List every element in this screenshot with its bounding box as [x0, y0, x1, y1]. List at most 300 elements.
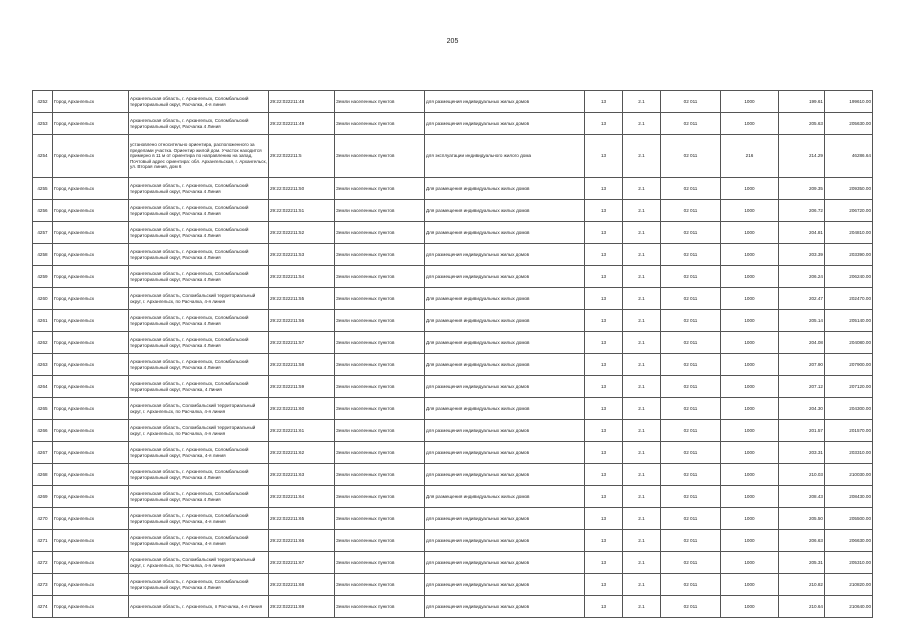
cell-value: 210030.00: [825, 464, 873, 486]
cell-value: 205500.00: [825, 508, 873, 530]
cell-c3: 1000: [721, 310, 779, 332]
cell-c2: 2.1: [623, 464, 661, 486]
cell-address: Архангельская область, г. Архангельск, п Расчалка, 4-я Линия: [129, 596, 269, 618]
cell-rate: 209.35: [779, 178, 825, 200]
cell-c2: 2.1: [623, 113, 661, 135]
cell-rate: 202.47: [779, 288, 825, 310]
table-row: [33, 266, 873, 288]
cell-c3: 1000: [721, 376, 779, 398]
cell-code: 02 011: [661, 486, 721, 508]
cell-address: Архангельская область, г. Архангельск, Соломбальский территориальный округ, Расчалка 4 Линия: [129, 178, 269, 200]
cell-category: Земли населенных пунктов: [335, 574, 425, 596]
cell-address: Архангельская область, г. Архангельск, Соломбальский территориальный округ, Расчалка 4 Линия: [129, 486, 269, 508]
cell-c3: 1000: [721, 530, 779, 552]
cell-c2: 2.1: [623, 530, 661, 552]
table-row: [33, 332, 873, 354]
cell-num: 4268: [33, 464, 53, 486]
cell-municipality: Город Архангельск: [53, 574, 129, 596]
cell-value: 210640.00: [825, 596, 873, 618]
cell-municipality: Город Архангельск: [53, 266, 129, 288]
cell-c3: 1000: [721, 266, 779, 288]
cell-address: Архангельская область, Соломбальский территориальный округ, г. Архангельск, по Расчалка, 4-я линия: [129, 420, 269, 442]
table-row: [33, 222, 873, 244]
cell-code: 02 011: [661, 222, 721, 244]
cell-c1: 13: [585, 398, 623, 420]
cell-value: 46286.64: [825, 135, 873, 178]
cell-code: 02 011: [661, 420, 721, 442]
cell-num: 4259: [33, 266, 53, 288]
cell-c1: 13: [585, 91, 623, 113]
cell-municipality: Город Архангельск: [53, 310, 129, 332]
cell-code: 02 011: [661, 442, 721, 464]
cell-address: Архангельская область, г. Архангельск, Соломбальский территориальный округ, Расчалка 4 Линия: [129, 464, 269, 486]
cell-c2: 2.1: [623, 200, 661, 222]
cell-c1: 13: [585, 222, 623, 244]
cell-category: Земли населенных пунктов: [335, 442, 425, 464]
cell-use: Для размещения индивидуальных жилых домов: [425, 288, 585, 310]
cell-c1: 13: [585, 464, 623, 486]
table-row: [33, 135, 873, 178]
cell-cadastral: 29:22:022211:50: [269, 178, 335, 200]
table-row: [33, 420, 873, 442]
cell-use: для размещения индивидуальных жилых домов: [425, 91, 585, 113]
cell-c1: 13: [585, 244, 623, 266]
cell-num: 4255: [33, 178, 53, 200]
cell-category: Земли населенных пунктов: [335, 354, 425, 376]
cell-value: 210820.00: [825, 574, 873, 596]
cell-category: Земли населенных пунктов: [335, 420, 425, 442]
cell-num: 4265: [33, 398, 53, 420]
cell-category: Земли населенных пунктов: [335, 486, 425, 508]
cell-address: Архангельская область, Соломбальский территориальный округ, г. Архангельск, по Расчалка, 4-я линия: [129, 398, 269, 420]
cell-cadastral: 29:22:022211:58: [269, 354, 335, 376]
cell-num: 4261: [33, 310, 53, 332]
cell-num: 4264: [33, 376, 53, 398]
cell-value: 201570.00: [825, 420, 873, 442]
cell-category: Земли населенных пунктов: [335, 332, 425, 354]
table-row: [33, 398, 873, 420]
table-row: [33, 508, 873, 530]
cell-c2: 2.1: [623, 354, 661, 376]
cell-address: Архангельская область, г. Архангельск, Соломбальский территориальный округ, Расчалка 4 Линия: [129, 332, 269, 354]
cell-cadastral: 29:22:022211:65: [269, 508, 335, 530]
cell-municipality: Город Архангельск: [53, 244, 129, 266]
cell-c3: 1000: [721, 200, 779, 222]
cell-municipality: Город Архангельск: [53, 530, 129, 552]
table-row: [33, 178, 873, 200]
cell-value: 208430.00: [825, 486, 873, 508]
table-row: [33, 574, 873, 596]
cell-code: 02 011: [661, 332, 721, 354]
cell-c1: 13: [585, 486, 623, 508]
cell-c1: 13: [585, 442, 623, 464]
cell-c2: 2.1: [623, 596, 661, 618]
cell-use: для размещения индивидуальных жилых домов: [425, 266, 585, 288]
cell-rate: 201.57: [779, 420, 825, 442]
cell-c2: 2.1: [623, 310, 661, 332]
cell-rate: 203.31: [779, 442, 825, 464]
cell-c1: 13: [585, 113, 623, 135]
cell-category: Земли населенных пунктов: [335, 596, 425, 618]
cell-num: 4256: [33, 200, 53, 222]
cell-code: 02 011: [661, 135, 721, 178]
cell-municipality: Город Архангельск: [53, 464, 129, 486]
cell-category: Земли населенных пунктов: [335, 376, 425, 398]
cell-cadastral: 29:22:022211:62: [269, 442, 335, 464]
cell-rate: 214.29: [779, 135, 825, 178]
table-row: [33, 91, 873, 113]
cell-cadastral: 29:22:022211:64: [269, 486, 335, 508]
cell-c3: 1000: [721, 332, 779, 354]
cell-code: 02 011: [661, 266, 721, 288]
cell-num: 4252: [33, 91, 53, 113]
cell-c1: 13: [585, 420, 623, 442]
cell-rate: 210.03: [779, 464, 825, 486]
cell-use: для размещения индивидуальных жилых домов: [425, 244, 585, 266]
cell-rate: 206.63: [779, 530, 825, 552]
cell-c3: 1000: [721, 113, 779, 135]
cell-category: Земли населенных пунктов: [335, 91, 425, 113]
cell-municipality: Город Архангельск: [53, 91, 129, 113]
cell-rate: 210.82: [779, 574, 825, 596]
cell-category: Земли населенных пунктов: [335, 508, 425, 530]
cell-c2: 2.1: [623, 574, 661, 596]
cell-code: 02 011: [661, 178, 721, 200]
cell-address: Архангельская область, г. Архангельск, Соломбальский территориальный округ, Расчалка, 4-я линия: [129, 508, 269, 530]
cell-num: 4270: [33, 508, 53, 530]
cell-address: Архангельская область, Соломбальский территориальный округ, г. Архангельск, по Расчалка, 4-я линия: [129, 288, 269, 310]
cell-c2: 2.1: [623, 376, 661, 398]
cell-cadastral: 29:22:022211:54: [269, 266, 335, 288]
cell-c1: 13: [585, 574, 623, 596]
cell-municipality: Город Архангельск: [53, 222, 129, 244]
cell-num: 4257: [33, 222, 53, 244]
cell-category: Земли населенных пунктов: [335, 178, 425, 200]
cell-cadastral: 29:22:022211:51: [269, 200, 335, 222]
cell-use: для размещения индивидуальных жилых домов: [425, 530, 585, 552]
cell-c1: 13: [585, 596, 623, 618]
cell-c1: 13: [585, 288, 623, 310]
table-row: [33, 596, 873, 618]
cell-code: 02 011: [661, 530, 721, 552]
cell-address: Архангельская область, г. Архангельск, Соломбальский территориальный округ, Расчалка 4 Линия: [129, 354, 269, 376]
cell-address: Архангельская область, г. Архангельск, Соломбальский территориальный округ, Расчалка 4 Линия: [129, 310, 269, 332]
cell-cadastral: 29:22:022211:53: [269, 244, 335, 266]
cell-category: Земли населенных пунктов: [335, 398, 425, 420]
table-row: [33, 376, 873, 398]
cell-num: 4271: [33, 530, 53, 552]
cell-address: Архангельская область, г. Архангельск, Соломбальский территориальный округ, Расчалка 4 Линия: [129, 266, 269, 288]
cell-use: для размещения индивидуальных жилых домов: [425, 464, 585, 486]
cell-c2: 2.1: [623, 135, 661, 178]
cell-num: 4273: [33, 574, 53, 596]
cell-use: для размещения индивидуальных жилых домов: [425, 376, 585, 398]
cell-category: Земли населенных пунктов: [335, 222, 425, 244]
cell-c3: 1000: [721, 420, 779, 442]
cell-num: 4254: [33, 135, 53, 178]
cell-cadastral: 29:22:022211:63: [269, 464, 335, 486]
cell-c3: 1000: [721, 244, 779, 266]
cell-cadastral: 29:22:022211:68: [269, 574, 335, 596]
cell-address: Архангельская область, г. Архангельск, Соломбальский территориальный округ, Расчалка 4 Линия: [129, 113, 269, 135]
cell-value: 204080.00: [825, 332, 873, 354]
cell-code: 02 011: [661, 508, 721, 530]
cell-c1: 13: [585, 178, 623, 200]
cell-rate: 205.63: [779, 113, 825, 135]
cell-num: 4253: [33, 113, 53, 135]
cell-address: Архангельская область, Соломбальский территориальный округ, г. Архангельск, по Расчалка, 4-я линия: [129, 552, 269, 574]
cell-municipality: Город Архангельск: [53, 596, 129, 618]
table-row: [33, 200, 873, 222]
cell-rate: 204.30: [779, 398, 825, 420]
cell-category: Земли населенных пунктов: [335, 552, 425, 574]
land-registry-table: [32, 90, 873, 618]
cell-c2: 2.1: [623, 244, 661, 266]
cell-municipality: Город Архангельск: [53, 442, 129, 464]
cell-use: для размещения индивидуальных жилых домов: [425, 552, 585, 574]
cell-c2: 2.1: [623, 398, 661, 420]
cell-c1: 13: [585, 552, 623, 574]
cell-c3: 1000: [721, 486, 779, 508]
cell-c1: 13: [585, 135, 623, 178]
cell-municipality: Город Архангельск: [53, 178, 129, 200]
cell-category: Земли населенных пунктов: [335, 113, 425, 135]
cell-municipality: Город Архангельск: [53, 200, 129, 222]
cell-address: Архангельская область, г. Архангельск, Соломбальский территориальный округ, Расчалка 4 Линия: [129, 244, 269, 266]
cell-cadastral: 29:22:022211:49: [269, 113, 335, 135]
cell-municipality: Город Архангельск: [53, 486, 129, 508]
table-row: [33, 552, 873, 574]
cell-c3: 1000: [721, 552, 779, 574]
cell-address: Архангельская область, г. Архангельск, Соломбальский территориальный округ, Расчалка 4 Линия: [129, 222, 269, 244]
cell-code: 02 011: [661, 376, 721, 398]
cell-municipality: Город Архангельск: [53, 398, 129, 420]
cell-c1: 13: [585, 332, 623, 354]
cell-c3: 1000: [721, 508, 779, 530]
cell-rate: 204.81: [779, 222, 825, 244]
cell-cadastral: 29:22:022211:66: [269, 530, 335, 552]
cell-value: 206630.00: [825, 530, 873, 552]
cell-municipality: Город Архангельск: [53, 552, 129, 574]
cell-municipality: Город Архангельск: [53, 288, 129, 310]
cell-c3: 1000: [721, 442, 779, 464]
cell-c2: 2.1: [623, 552, 661, 574]
cell-code: 02 011: [661, 464, 721, 486]
cell-cadastral: 29:22:022211:57: [269, 332, 335, 354]
cell-municipality: Город Архангельск: [53, 508, 129, 530]
cell-c3: 1000: [721, 178, 779, 200]
cell-num: 4262: [33, 332, 53, 354]
cell-municipality: Город Архангельск: [53, 376, 129, 398]
cell-c1: 13: [585, 508, 623, 530]
cell-use: Для размещения индивидуальных жилых домов: [425, 178, 585, 200]
cell-value: 199610.00: [825, 91, 873, 113]
cell-value: 204810.00: [825, 222, 873, 244]
cell-municipality: Город Архангельск: [53, 420, 129, 442]
cell-value: 209350.00: [825, 178, 873, 200]
cell-cadastral: 29:22:022211:69: [269, 596, 335, 618]
cell-cadastral: 29:22:022211:60: [269, 398, 335, 420]
cell-c1: 13: [585, 376, 623, 398]
cell-use: для размещения индивидуальных жилых домов: [425, 113, 585, 135]
cell-use: Для размещения индивидуальных жилых домов: [425, 398, 585, 420]
cell-c2: 2.1: [623, 420, 661, 442]
cell-rate: 199.61: [779, 91, 825, 113]
cell-code: 02 011: [661, 552, 721, 574]
cell-c3: 1000: [721, 398, 779, 420]
cell-cadastral: 29:22:022211:55: [269, 288, 335, 310]
cell-num: 4260: [33, 288, 53, 310]
cell-c2: 2.1: [623, 486, 661, 508]
cell-rate: 203.39: [779, 244, 825, 266]
cell-code: 02 011: [661, 398, 721, 420]
cell-category: Земли населенных пунктов: [335, 266, 425, 288]
table-row: [33, 530, 873, 552]
cell-use: Для размещения индивидуальных жилых домов: [425, 354, 585, 376]
cell-municipality: Город Архангельск: [53, 113, 129, 135]
cell-num: 4274: [33, 596, 53, 618]
cell-c2: 2.1: [623, 266, 661, 288]
cell-category: Земли населенных пунктов: [335, 530, 425, 552]
cell-code: 02 011: [661, 113, 721, 135]
cell-num: 4269: [33, 486, 53, 508]
cell-rate: 206.24: [779, 266, 825, 288]
cell-c1: 13: [585, 354, 623, 376]
cell-rate: 206.72: [779, 200, 825, 222]
cell-use: для размещения индивидуальных жилых домов: [425, 442, 585, 464]
table-row: [33, 113, 873, 135]
cell-code: 02 011: [661, 244, 721, 266]
cell-rate: 205.31: [779, 552, 825, 574]
cell-address: Архангельская область, г. Архангельск, Соломбальский территориальный округ, Расчалка 4 Линия: [129, 574, 269, 596]
cell-c1: 13: [585, 266, 623, 288]
cell-address: Архангельская область, г. Архангельск, Соломбальский территориальный округ, Расчалка, 4 Линия: [129, 376, 269, 398]
cell-rate: 208.43: [779, 486, 825, 508]
cell-category: Земли населенных пунктов: [335, 464, 425, 486]
cell-rate: 207.12: [779, 376, 825, 398]
table-row: [33, 288, 873, 310]
cell-c1: 13: [585, 530, 623, 552]
cell-c2: 2.1: [623, 288, 661, 310]
cell-use: для эксплуатации индивидуального жилого дома: [425, 135, 585, 178]
cell-cadastral: 29:22:022211:56: [269, 310, 335, 332]
cell-cadastral: 29:22:022211:5: [269, 135, 335, 178]
cell-c3: 1000: [721, 574, 779, 596]
cell-municipality: Город Архангельск: [53, 354, 129, 376]
cell-c3: 1000: [721, 222, 779, 244]
page-number: 205: [446, 38, 459, 45]
cell-address: установлено относительно ориентира, расположенного за пределами участка. Ориентир жилой дом. Участок находится примерно в 11 м от ориентира по направлению на запад. Почтовый адрес ориентира: обл. Архангельская, г. Архангельск, ул. Вторая линия, дом 6: [129, 135, 269, 178]
cell-use: для размещения индивидуальных жилых домов: [425, 574, 585, 596]
cell-address: Архангельская область, г. Архангельск, Соломбальский территориальный округ, Расчалка, 4-я линия: [129, 442, 269, 464]
table-row: [33, 310, 873, 332]
cell-cadastral: 29:22:022211:52: [269, 222, 335, 244]
cell-address: Архангельская область, г. Архангельск, Соломбальский территориальный округ, Расчалка 4 Линия: [129, 200, 269, 222]
cell-rate: 205.14: [779, 310, 825, 332]
cell-use: Для размещения индивидуальных жилых домов: [425, 222, 585, 244]
cell-num: 4263: [33, 354, 53, 376]
cell-category: Земли населенных пунктов: [335, 200, 425, 222]
cell-num: 4272: [33, 552, 53, 574]
cell-address: Архангельская область, г. Архангельск, Соломбальский территориальный округ, Расчалка, 4-я линия: [129, 530, 269, 552]
cell-c2: 2.1: [623, 442, 661, 464]
table-row: [33, 486, 873, 508]
cell-c2: 2.1: [623, 222, 661, 244]
cell-cadastral: 29:22:022211:61: [269, 420, 335, 442]
cell-use: для размещения индивидуальных жилых домов: [425, 596, 585, 618]
cell-use: Для размещения индивидуальных жилых домов: [425, 486, 585, 508]
cell-value: 206720.00: [825, 200, 873, 222]
cell-value: 203390.00: [825, 244, 873, 266]
cell-code: 02 011: [661, 310, 721, 332]
cell-c3: 1000: [721, 91, 779, 113]
cell-use: Для размещения индивидуальных жилых домов: [425, 332, 585, 354]
cell-c2: 2.1: [623, 332, 661, 354]
cell-c2: 2.1: [623, 91, 661, 113]
cell-c3: 1000: [721, 596, 779, 618]
cell-c3: 1000: [721, 288, 779, 310]
cell-category: Земли населенных пунктов: [335, 288, 425, 310]
cell-municipality: Город Архангельск: [53, 135, 129, 178]
cell-code: 02 011: [661, 288, 721, 310]
cell-rate: 210.64: [779, 596, 825, 618]
cell-c3: 1000: [721, 354, 779, 376]
cell-use: Для размещения индивидуальных жилых домов: [425, 200, 585, 222]
cell-municipality: Город Архангельск: [53, 332, 129, 354]
cell-cadastral: 29:22:022211:48: [269, 91, 335, 113]
cell-use: для размещения индивидуальных жилых домов: [425, 420, 585, 442]
cell-value: 202470.00: [825, 288, 873, 310]
table-row: [33, 354, 873, 376]
cell-rate: 204.08: [779, 332, 825, 354]
cell-c1: 13: [585, 310, 623, 332]
cell-value: 205140.00: [825, 310, 873, 332]
cell-c1: 13: [585, 200, 623, 222]
cell-c3: 216: [721, 135, 779, 178]
cell-value: 207120.00: [825, 376, 873, 398]
cell-rate: 205.50: [779, 508, 825, 530]
cell-value: 206240.00: [825, 266, 873, 288]
cell-category: Земли населенных пунктов: [335, 135, 425, 178]
cell-c3: 1000: [721, 464, 779, 486]
table-row: [33, 442, 873, 464]
cell-num: 4258: [33, 244, 53, 266]
cell-code: 02 011: [661, 200, 721, 222]
cell-address: Архангельская область, г. Архангельск, Соломбальский территориальный округ, Расчалка, 4-я линия: [129, 91, 269, 113]
cell-category: Земли населенных пунктов: [335, 310, 425, 332]
cell-rate: 207.90: [779, 354, 825, 376]
cell-code: 02 011: [661, 354, 721, 376]
cell-num: 4267: [33, 442, 53, 464]
cell-value: 204300.00: [825, 398, 873, 420]
cell-value: 205310.00: [825, 552, 873, 574]
cell-value: 207900.00: [825, 354, 873, 376]
cell-code: 02 011: [661, 596, 721, 618]
cell-code: 02 011: [661, 91, 721, 113]
cell-use: Для размещения индивидуальных жилых домов: [425, 310, 585, 332]
cell-num: 4266: [33, 420, 53, 442]
table-row: [33, 464, 873, 486]
cell-cadastral: 29:22:022211:67: [269, 552, 335, 574]
cell-use: для размещения индивидуальных жилых домов: [425, 508, 585, 530]
table-row: [33, 244, 873, 266]
cell-value: 205630.00: [825, 113, 873, 135]
cell-category: Земли населенных пунктов: [335, 244, 425, 266]
cell-cadastral: 29:22:022211:59: [269, 376, 335, 398]
cell-c2: 2.1: [623, 178, 661, 200]
cell-value: 203310.00: [825, 442, 873, 464]
cell-c2: 2.1: [623, 508, 661, 530]
